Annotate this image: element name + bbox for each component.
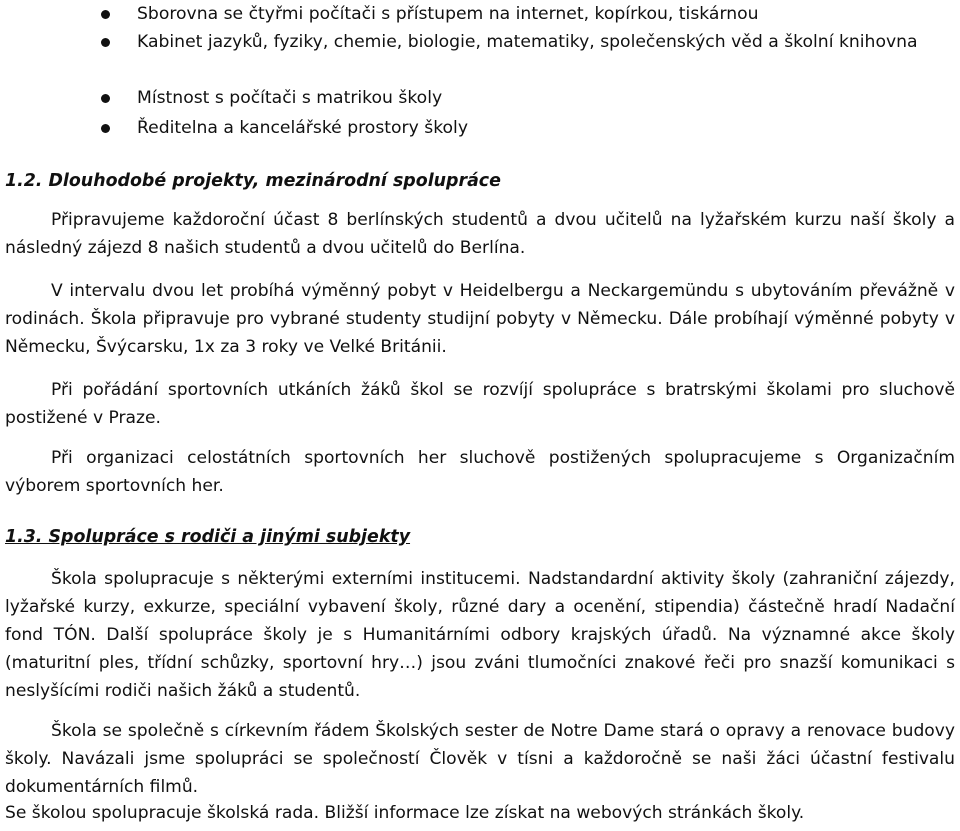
bullet-item: Sborovna se čtyřmi počítači s přístupem na internet, kopírkou, tiskárnou — [0, 0, 942, 28]
paragraph: Škola spolupracuje s některými externími institucemi. Nadstandardní aktivity školy (zahraniční zájezdy, lyžařské kurzy, exkurze, speciální vybavení školy, různé dary a ocenění, stipendia) částečně hradí Nadační fond TÓN. Další spolupráce školy je s Humanitárními odbory krajských úřadů. Na významné akce školy (maturitní ples, třídní schůzky, sportovní hry…) jsou zváni tlumočníci znakové řeči pro snazší komunikaci s neslyšícími rodiči našich žáků a studentů. — [5, 569, 955, 701]
bullet-item: Ředitelna a kancelářské prostory školy — [0, 114, 942, 142]
bullet-item: Kabinet jazyků, fyziky, chemie, biologie, matematiky, společenských věd a školní knihovna — [0, 28, 942, 56]
section-heading-cooperation: 1.3. Spolupráce s rodiči a jinými subjekty — [5, 527, 411, 547]
section-heading-projects: 1.2. Dlouhodobé projekty, mezinárodní spolupráce — [5, 171, 501, 191]
paragraph: Při pořádání sportovních utkáních žáků škol se rozvíjí spolupráce s bratrskými školami pro sluchově postižené v Praze. — [5, 380, 955, 428]
paragraph: Při organizaci celostátních sportovních her sluchově postižených spolupracujeme s Organizačním výborem sportovních her. — [5, 448, 955, 496]
paragraph: Škola se společně s církevním řádem Školských sester de Notre Dame stará o opravy a renovace budovy školy. Navázali jsme spolupráci se společností Člověk v tísni a každoročně se naši žáci účastní festivalu dokumentárních filmů. — [5, 721, 955, 797]
paragraph: V intervalu dvou let probíhá výměnný pobyt v Heidelbergu a Neckargemündu s ubytováním převážně v rodinách. Škola připravuje pro vybrané studenty studijní pobyty v Německu. Dále probíhají výměnné pobyty v Německu, Švýcarsku, 1x za 3 roky ve Velké Británii. — [5, 281, 955, 357]
paragraph: Se školou spolupracuje školská rada. Bližší informace lze získat na webových stránkách školy. — [5, 803, 805, 823]
bullet-item: Místnost s počítači s matrikou školy — [0, 84, 942, 112]
paragraph: Připravujeme každoroční účast 8 berlínských studentů a dvou učitelů na lyžařském kurzu naší školy a následný zájezd 8 našich studentů a dvou učitelů do Berlína. — [5, 210, 955, 258]
